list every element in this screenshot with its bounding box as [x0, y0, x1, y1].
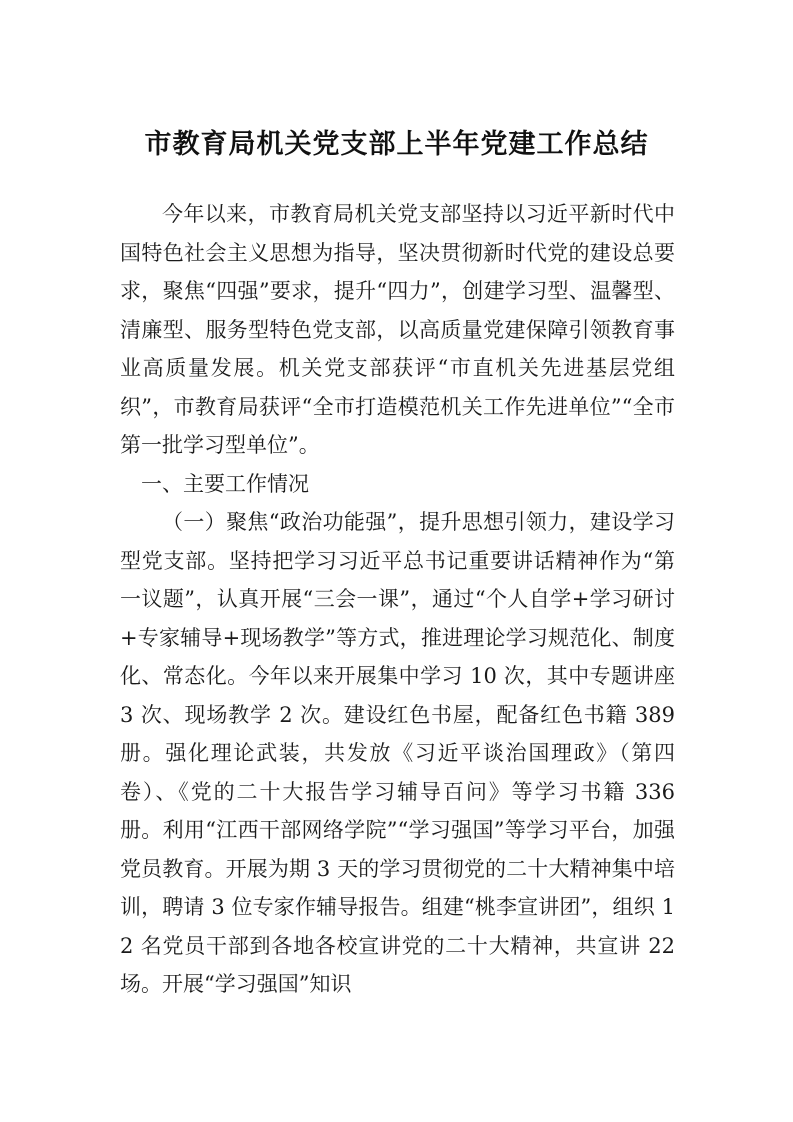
document-title: 市教育局机关党支部上半年党建工作总结 [144, 129, 649, 160]
intro-paragraph: 今年以来，市教育局机关党支部坚持以习近平新时代中国特色社会主义思想为指导，坚决贯彻新时代党的建设总要求，聚焦“四强”要求，提升“四力”，创建学习型、温馨型、清廉型、服务型特色党支部，以高质量党建保障引领教育事业高质量发展。机关党支部获评“市直机关先进基层党组织”，市教育局获评“全市打造模范机关工作先进单位”“全市第一批学习型单位”。 [120, 202, 675, 457]
document-body [120, 195, 675, 1004]
section-heading: 一、主要工作情况 [141, 471, 309, 496]
section-1-paragraph: （一）聚焦“政治功能强”，提升思想引领力，建设学习型党支部。坚持把学习习近平总书记重要讲话精神作为“第一议题”，认真开展“三会一课”，通过“个人自学+学习研讨+专家辅导+现场教学”等方式，推进理论学习规范化、制度化、常态化。今年以来开展集中学习 10 次，其中专题讲座 3 次、现场教学 2 次。建设红色书屋，配备红色书籍 389 册。强化理论武装，共发放《习近平谈治国理政》（第四卷）、《党的二十大报告学习辅导百问》等学习书籍 336 册。利用“江西干部网络学院”“学习强国”等学习平台，加强党员教育。开展为期 3 天的学习贯彻党的二十大精神集中培训，聘请 3 位专家作辅导报告。组建“桃李宣讲团”，组织 12 名党员干部到各地各校宣讲党的二十大精神，共宣讲 22 场。开展“学习强国”知识 [120, 510, 675, 996]
